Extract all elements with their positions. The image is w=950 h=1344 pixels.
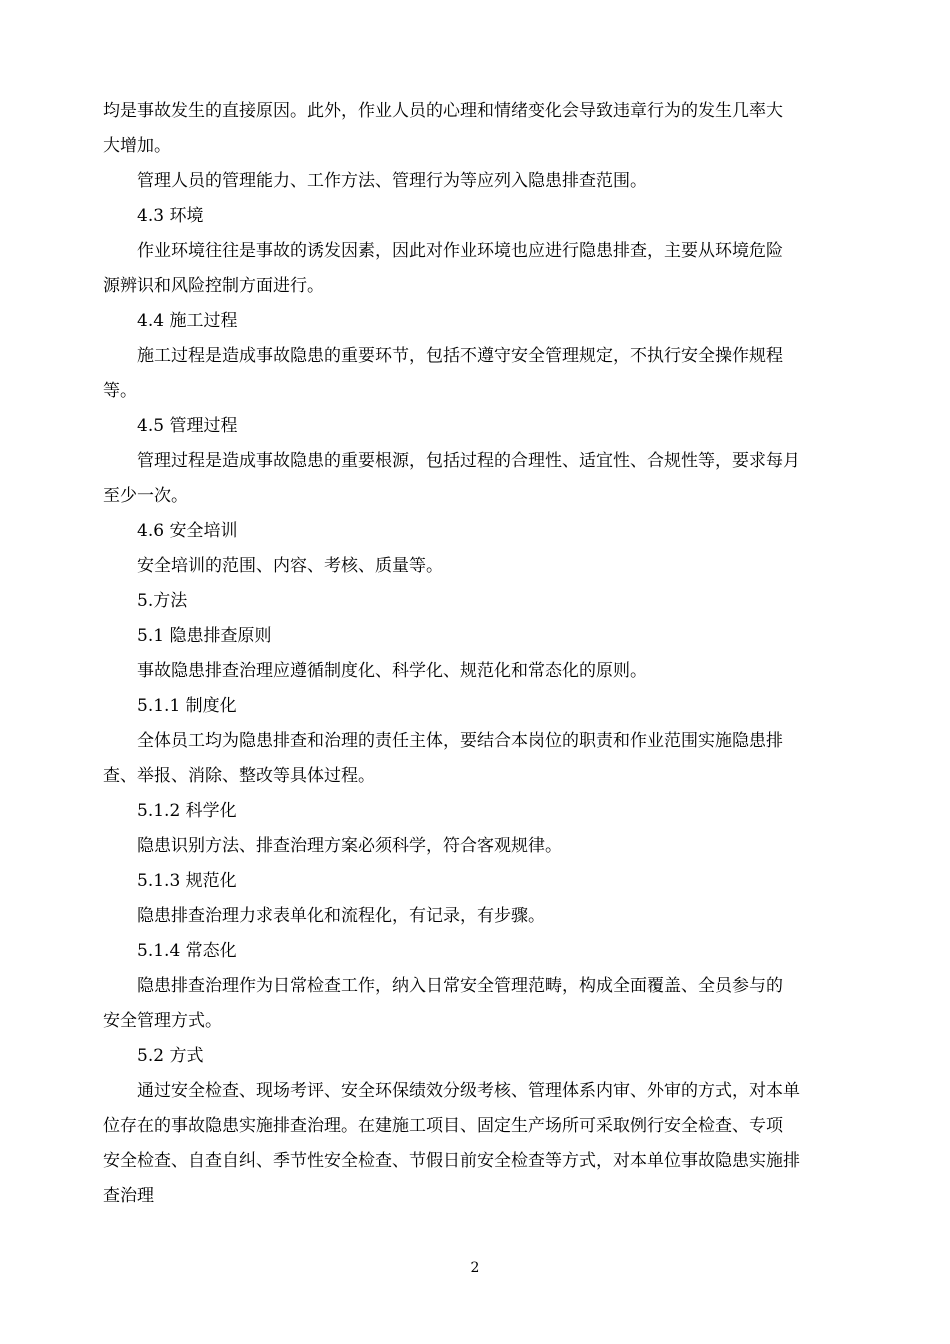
paragraph-line: 大增加。 — [103, 136, 171, 156]
paragraph-line: 作业环境往往是事故的诱发因素，因此对作业环境也应进行隐患排查，主要从环境危险 — [137, 241, 783, 261]
page-number: 2 — [470, 1260, 480, 1276]
section-heading: 5.2 方式 — [137, 1046, 204, 1066]
section-heading: 5.1.3 规范化 — [137, 871, 237, 891]
paragraph-line: 安全检查、自查自纠、季节性安全检查、节假日前安全检查等方式，对本单位事故隐患实施排 — [103, 1151, 800, 1171]
paragraph-line: 安全培训的范围、内容、考核、质量等。 — [137, 556, 443, 576]
paragraph-line: 等。 — [103, 381, 137, 401]
document-body — [103, 94, 859, 1214]
section-heading: 5.1.1 制度化 — [137, 696, 237, 716]
paragraph-line: 管理过程是造成事故隐患的重要根源，包括过程的合理性、适宜性、合规性等，要求每月 — [137, 451, 800, 471]
paragraph-line: 事故隐患排查治理应遵循制度化、科学化、规范化和常态化的原则。 — [137, 661, 647, 681]
paragraph-line: 安全管理方式。 — [103, 1011, 222, 1031]
section-heading: 4.6 安全培训 — [137, 521, 238, 541]
paragraph-line: 隐患排查治理力求表单化和流程化，有记录，有步骤。 — [137, 906, 545, 926]
paragraph-line: 施工过程是造成事故隐患的重要环节，包括不遵守安全管理规定，不执行安全操作规程 — [137, 346, 783, 366]
paragraph-line: 隐患识别方法、排查治理方案必须科学，符合客观规律。 — [137, 836, 562, 856]
paragraph-line: 均是事故发生的直接原因。此外，作业人员的心理和情绪变化会导致违章行为的发生几率大 — [103, 101, 783, 121]
section-heading: 4.4 施工过程 — [137, 311, 238, 331]
paragraph-line: 全体员工均为隐患排查和治理的责任主体，要结合本岗位的职责和作业范围实施隐患排 — [137, 731, 783, 751]
section-heading: 4.3 环境 — [137, 206, 204, 226]
paragraph-line: 查治理 — [103, 1186, 154, 1206]
paragraph-line: 隐患排查治理作为日常检查工作，纳入日常安全管理范畴，构成全面覆盖、全员参与的 — [137, 976, 783, 996]
section-heading: 5.方法 — [137, 591, 188, 611]
paragraph-line: 查、举报、消除、整改等具体过程。 — [103, 766, 375, 786]
paragraph-line: 管理人员的管理能力、工作方法、管理行为等应列入隐患排查范围。 — [137, 171, 647, 191]
paragraph-line: 源辨识和风险控制方面进行。 — [103, 276, 324, 296]
paragraph-line: 通过安全检查、现场考评、安全环保绩效分级考核、管理体系内审、外审的方式，对本单 — [137, 1081, 800, 1101]
paragraph-line: 至少一次。 — [103, 486, 188, 506]
section-heading: 5.1 隐患排查原则 — [137, 626, 272, 646]
section-heading: 5.1.4 常态化 — [137, 941, 237, 961]
paragraph-line: 位存在的事故隐患实施排查治理。在建施工项目、固定生产场所可采取例行安全检查、专项 — [103, 1116, 783, 1136]
section-heading: 4.5 管理过程 — [137, 416, 238, 436]
section-heading: 5.1.2 科学化 — [137, 801, 237, 821]
